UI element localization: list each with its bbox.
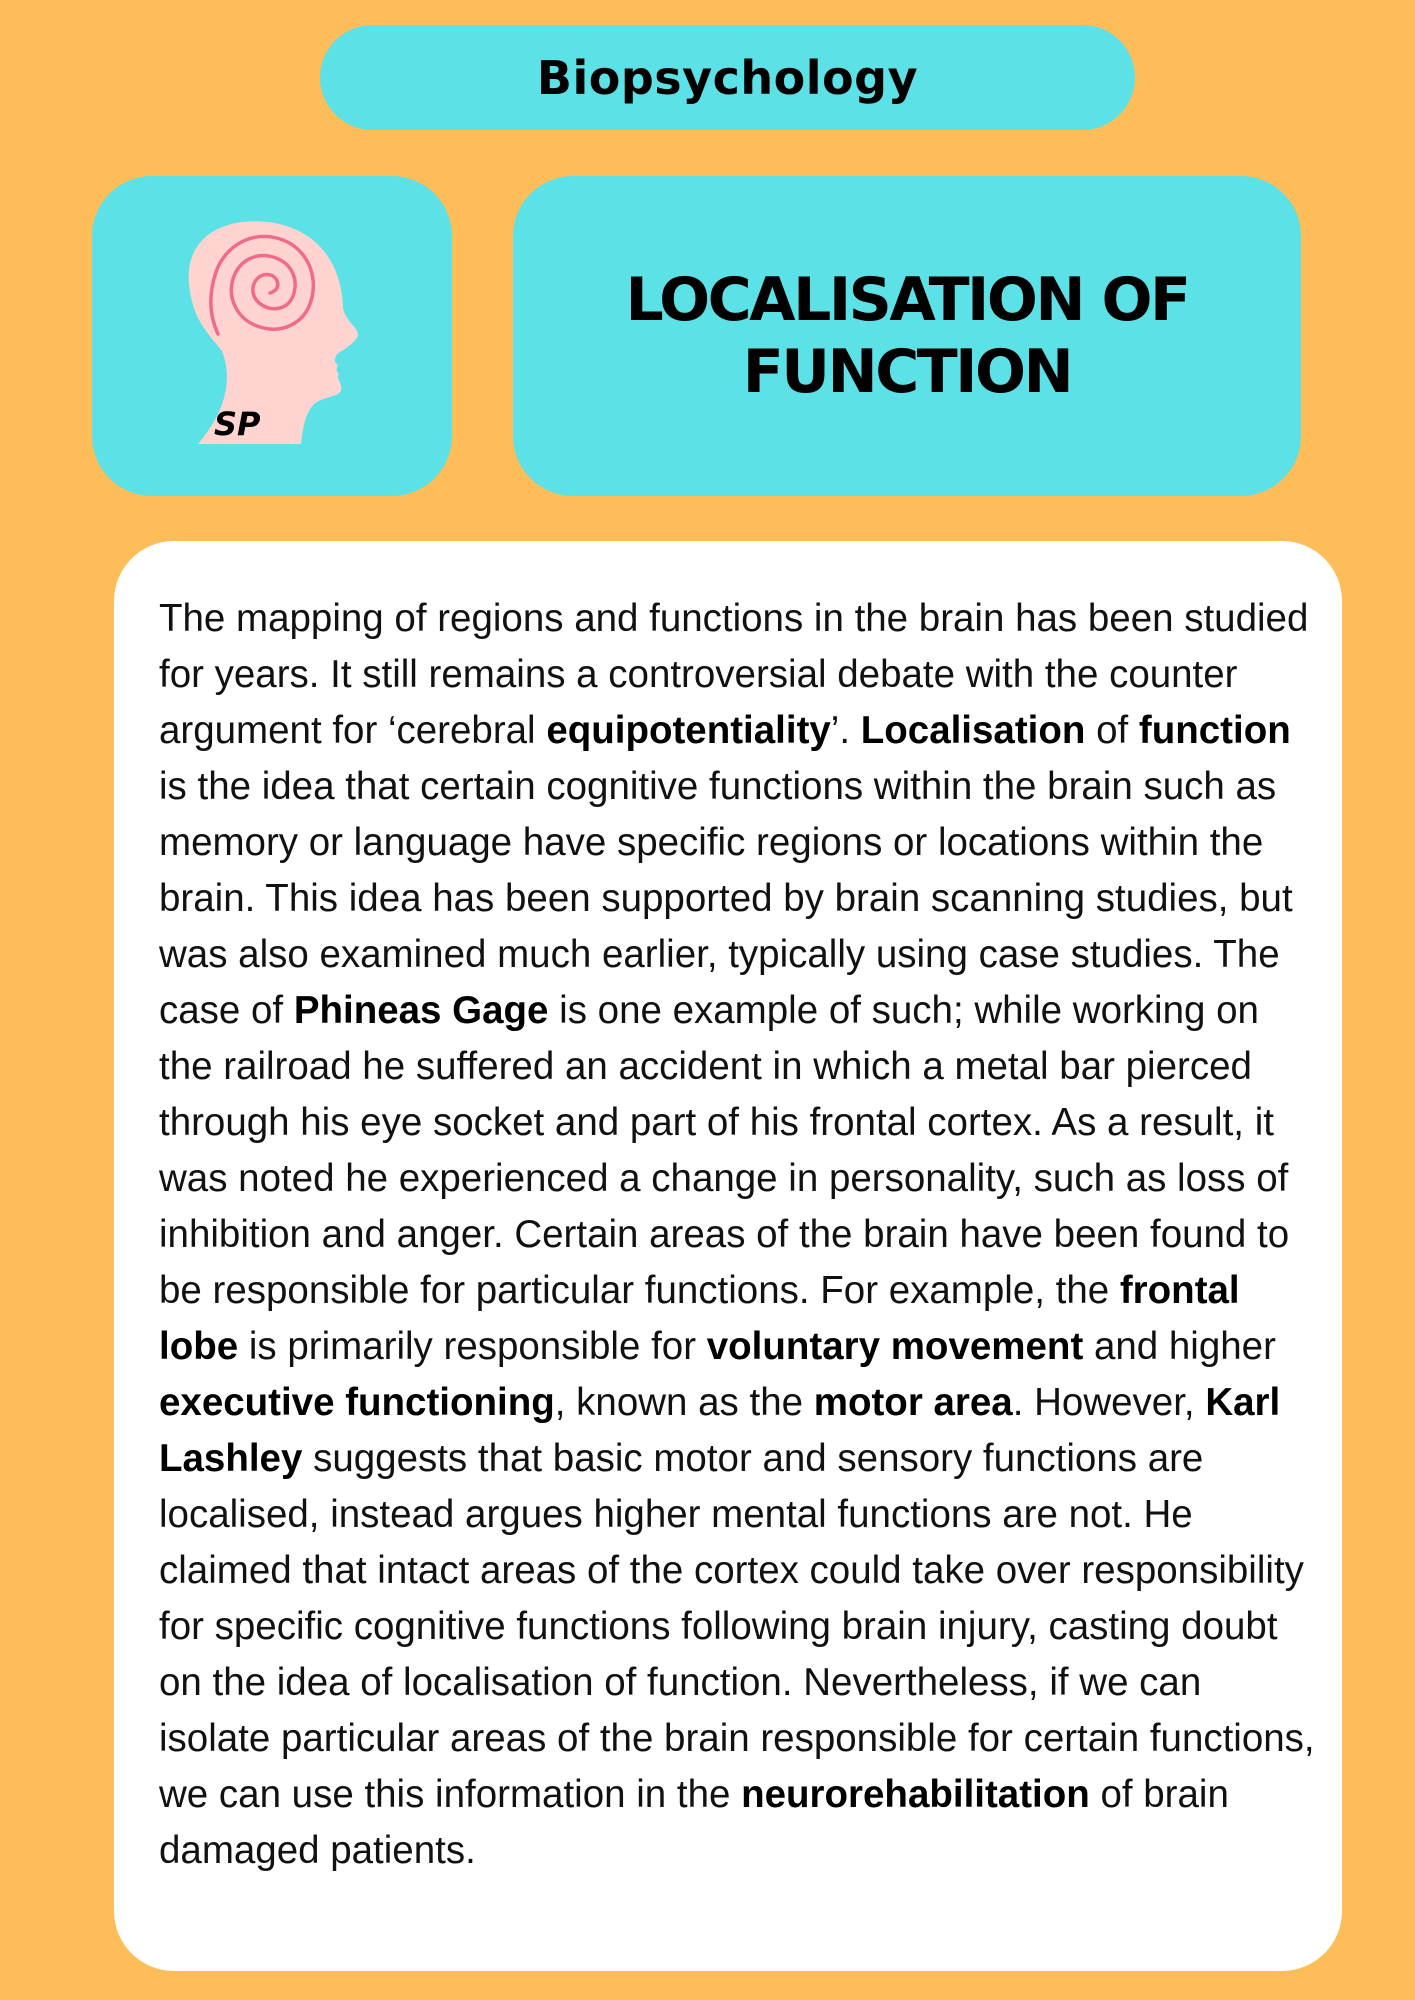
content-panel [114,541,1342,1971]
key-term: Karl Lashley [159,1381,1281,1480]
page-title [587,264,1227,408]
key-term: function [1138,709,1291,752]
key-term: executive functioning [159,1381,555,1424]
body-text: and higher [1083,1325,1276,1368]
body-text: suggests that basic motor and sensory functions are localised, instead argues higher mental functions are not. He claimed that intact areas of the cortex could take over responsibility for specific cognitive functions following brain injury, casting doubt on the idea of localisation of function. Nevertheless, if we can isolate particular areas of the brain responsible for certain functions, we can use this information in the [159,1437,1315,1816]
key-term: equipotentiality [546,709,831,752]
key-term: frontal lobe [159,1269,1240,1368]
key-term: motor area [813,1381,1013,1424]
head-spiral-icon [92,176,452,496]
title-panel [513,176,1301,496]
body-paragraph [159,591,1319,1879]
logo-panel [92,176,452,496]
title-line-2: FUNCTION [742,337,1072,407]
body-text: of brain damaged patients. [159,1773,1229,1872]
subject-header [320,25,1135,130]
key-term: Localisation [860,709,1086,752]
key-term: Phineas Gage [293,989,549,1032]
key-term: neurorehabilitation [741,1773,1090,1816]
body-text: is one example of such; while working on the railroad he suffered an accident in which a metal bar pierced through his eye socket and part of his frontal cortex. As a result, it was noted he experienced a change in personality, such as loss of inhibition and anger. Certain areas of the brain have been found to be responsible for particular functions. For example, the [159,989,1290,1312]
logo-initials: SP [214,405,261,443]
subject-title: Biopsychology [536,50,919,105]
key-term: voluntary movement [706,1325,1084,1368]
body-text: of [1085,709,1139,752]
title-line-1: LOCALISATION OF [625,265,1189,335]
body-text: is primarily responsible for [238,1325,707,1368]
body-text: The mapping of regions and functions in the brain has been studied for years. It still remains a controversial debate with the counter argument for ‘cerebral [159,597,1309,752]
body-text: is the idea that certain cognitive functions within the brain such as memory or language have specific regions or locations within the brain. This idea has been supported by brain scanning studies, but was also examined much earlier, typically using case studies. The case of [159,765,1293,1032]
body-text: ’. [830,709,861,752]
body-text: , known as the [554,1381,814,1424]
body-text: . However, [1012,1381,1206,1424]
